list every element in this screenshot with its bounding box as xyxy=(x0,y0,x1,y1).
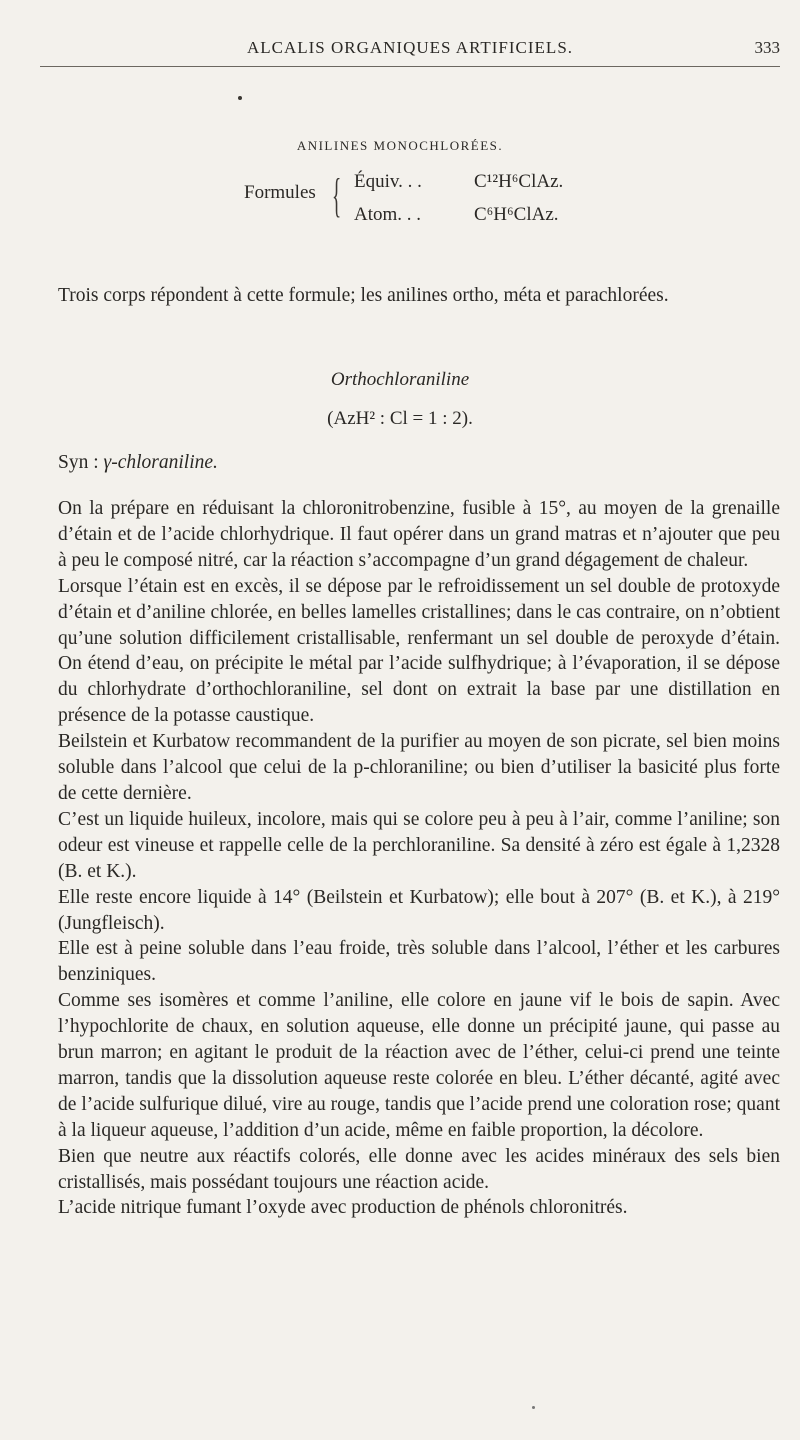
section-title: ANILINES MONOCHLORÉES. xyxy=(296,138,504,153)
brace-icon: { xyxy=(332,169,342,222)
print-speck xyxy=(532,1406,535,1409)
formula-kind: Atom. . . xyxy=(354,204,422,225)
formula-value: C⁶H⁶ClAz. xyxy=(474,204,559,225)
paragraph: L’acide nitrique fumant l’oxyde avec production de phénols chloronitrés. xyxy=(58,1197,628,1219)
paragraph: Beilstein et Kurbatow recommandent de la purifier au moyen de son picrate, sel bien moins soluble dans l’alcool que celui de la p-chloraniline; ou bien d’utiliser la basicité plus forte de cette dernière. xyxy=(58,731,780,804)
paragraph: On la prépare en réduisant la chloronitrobenzine, fusible à 15°, au moyen de la grenaille d’étain et de l’acide chlorhydrique. Il faut opérer dans un grand matras et n’ajouter que peu à peu le composé nitré, car la réaction s’accompagne d’un grand dégagement de chaleur. xyxy=(58,498,780,571)
running-title: ALCALIS ORGANIQUES ARTIFICIELS. xyxy=(246,38,574,57)
paragraph: C’est un liquide huileux, incolore, mais qui se colore peu à peu à l’air, comme l’aniline; son odeur est vineuse et rappelle celle de la perchloraniline. Sa densité à zéro est égale à 1,2328 (B. et K.). xyxy=(58,808,780,882)
synonym-label: Syn : xyxy=(58,452,99,473)
synonym-value: γ-chloraniline. xyxy=(103,452,218,473)
paragraph: Comme ses isomères et comme l’aniline, elle colore en jaune vif le bois de sapin. Avec l’hypochlorite de chaux, en solution aqueuse, elle donne un précipité jaune, qui passe au brun marron; en agitant le produit de la réaction avec de l’éther, celui-ci prend une teinte marron, tandis que la dissolution aqueuse reste colorée en bleu. L’éther décanté, agité avec de l’acide sulfurique dilué, vire au rouge, tandis que l’acide prend une coloration rose; quant à la liqueur aqueuse, l’addition d’un acide, même en faible proportion, la décolore. xyxy=(58,990,780,1141)
paragraph: Lorsque l’étain est en excès, il se dépose par le refroidissement un sel double de protoxyde d’étain et d’aniline chlorée, en belles lamelles cristallines; dans le cas contraire, on n’obtient qu’une solution difficilement cristallisable, renfermant un sel double de peroxyde d’étain. On étend d’eau, on précipite le métal par l’acide sulfhydrique; à l’évaporation, il se dépose du chlorhydrate d’orthochloraniline, sel dont on extrait la base par une distillation en présence de la potasse caustique. xyxy=(58,575,780,727)
paragraph: Elle est à peine soluble dans l’eau froide, très soluble dans l’alcool, l’éther et les carbures benziniques. xyxy=(58,938,780,986)
subsection-title: Orthochloraniline xyxy=(330,369,470,390)
formula-label: Formules xyxy=(244,182,316,203)
page-header xyxy=(40,36,780,67)
body-text xyxy=(58,496,780,1221)
print-speck xyxy=(238,96,242,100)
formula-value: C¹²H⁶ClAz. xyxy=(474,171,564,192)
paragraph: Bien que neutre aux réactifs colorés, elle donne avec les acides minéraux des sels bien cristallisés, mais possédant toujours une réaction acide. xyxy=(58,1145,780,1193)
synonym-line xyxy=(58,452,218,474)
intro-paragraph: Trois corps répondent à cette formule; les anilines ortho, méta et parachlorées. xyxy=(58,285,669,306)
subsection-ratio: (AzH² : Cl = 1 : 2). xyxy=(327,408,473,429)
formula-kind: Équiv. . . xyxy=(354,171,422,192)
formula-atom xyxy=(354,204,559,226)
formula-equiv xyxy=(354,171,563,193)
paragraph: Elle reste encore liquide à 14° (Beilstein et Kurbatow); elle bout à 207° (B. et K.), à 219° (Jungfleisch). xyxy=(58,886,780,934)
page-number: 333 xyxy=(754,38,780,57)
